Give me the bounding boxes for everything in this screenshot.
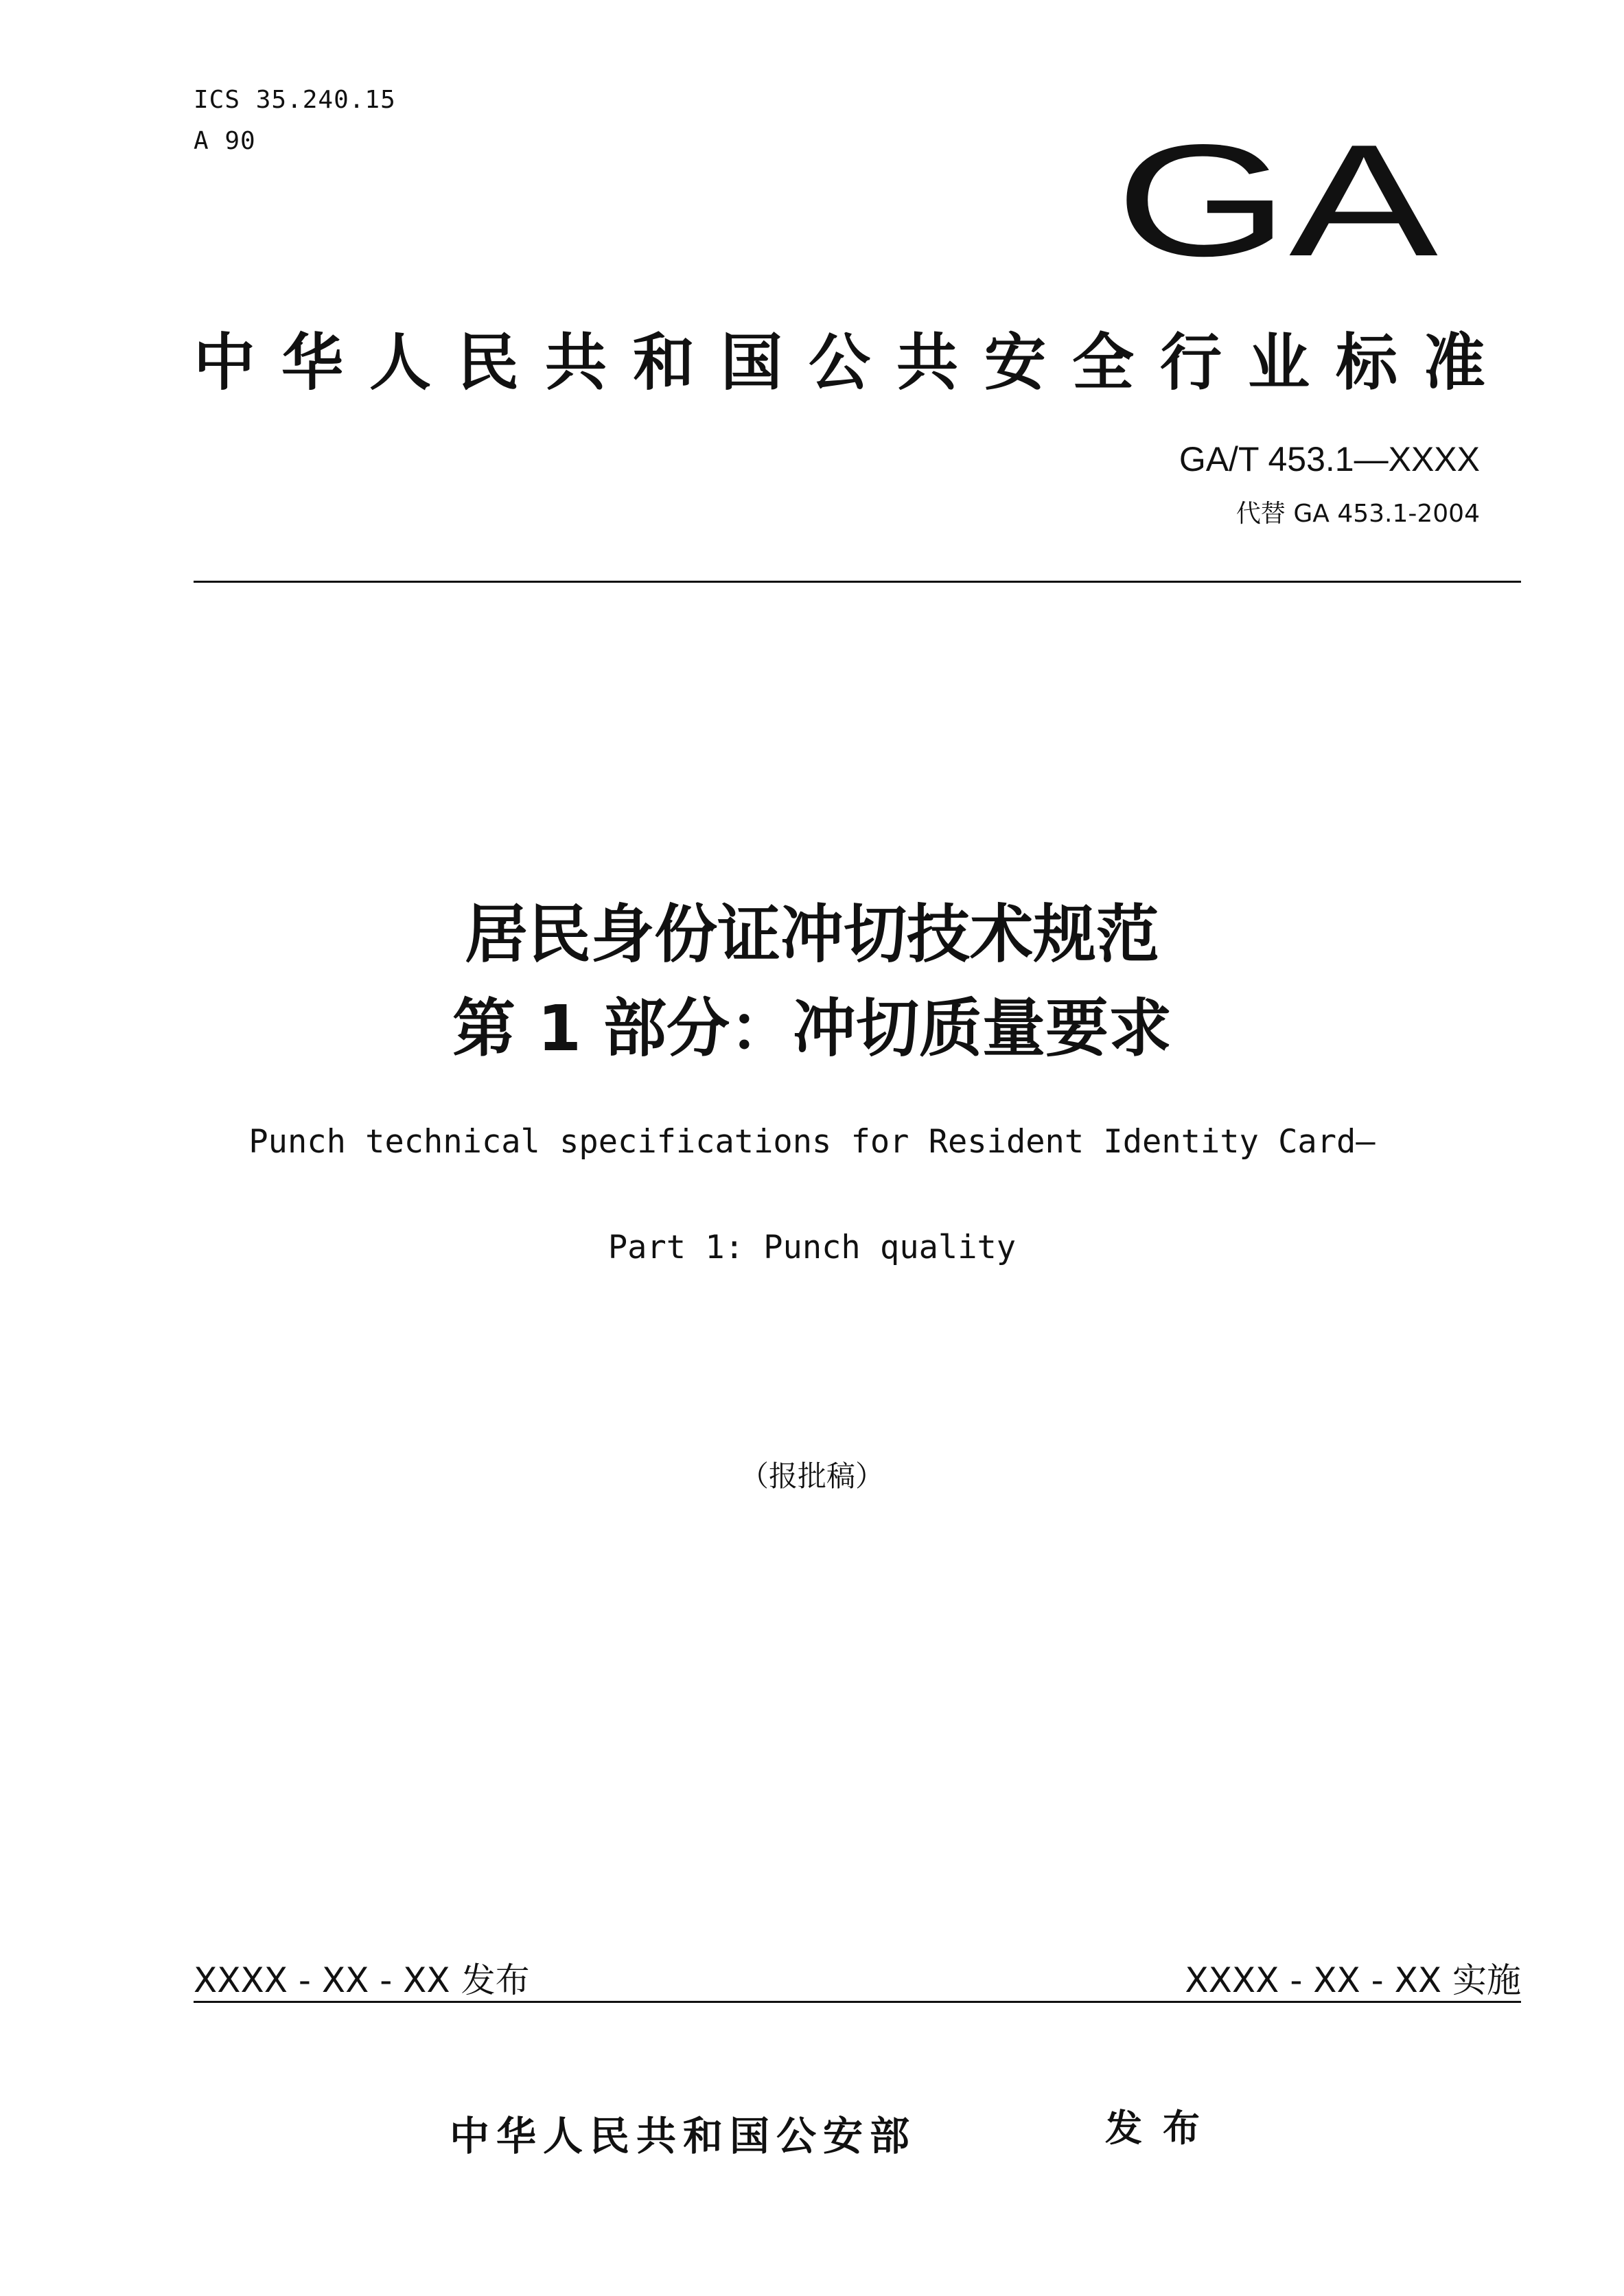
document-title-part: 第 1 部分：冲切质量要求 — [452, 992, 1172, 1065]
english-title-part: Part 1: Punch quality — [607, 1229, 1017, 1266]
english-title-main: Punch technical specifications for Resident Identity Card— — [248, 1123, 1376, 1161]
issuing-authority: 中华人民共和国公安部 — [450, 2113, 917, 2159]
standard-category-title: 中华人民共和国公共安全行业标准 — [194, 327, 1511, 399]
ga-logo-text: GA — [1115, 137, 1439, 268]
standard-number: GA/T 453.1—XXXX — [1179, 440, 1480, 478]
issue-label: 发布 — [1105, 2107, 1220, 2150]
ics-code: ICS 35.240.15 — [194, 86, 396, 114]
footer-divider — [194, 2001, 1521, 2003]
ga-logo — [1112, 137, 1441, 268]
draft-status: （报批稿） — [739, 1459, 884, 1493]
implement-date: XXXX - XX - XX 实施 — [1185, 1960, 1521, 2000]
classification-codes — [194, 80, 396, 162]
ccs-code: A 90 — [194, 127, 256, 155]
publish-date: XXXX - XX - XX 发布 — [194, 1960, 530, 2000]
replaces-standard: 代替 GA 453.1-2004 — [1236, 500, 1480, 528]
header-divider — [194, 581, 1521, 583]
document-title-main: 居民身份证冲切技术规范 — [464, 898, 1159, 971]
